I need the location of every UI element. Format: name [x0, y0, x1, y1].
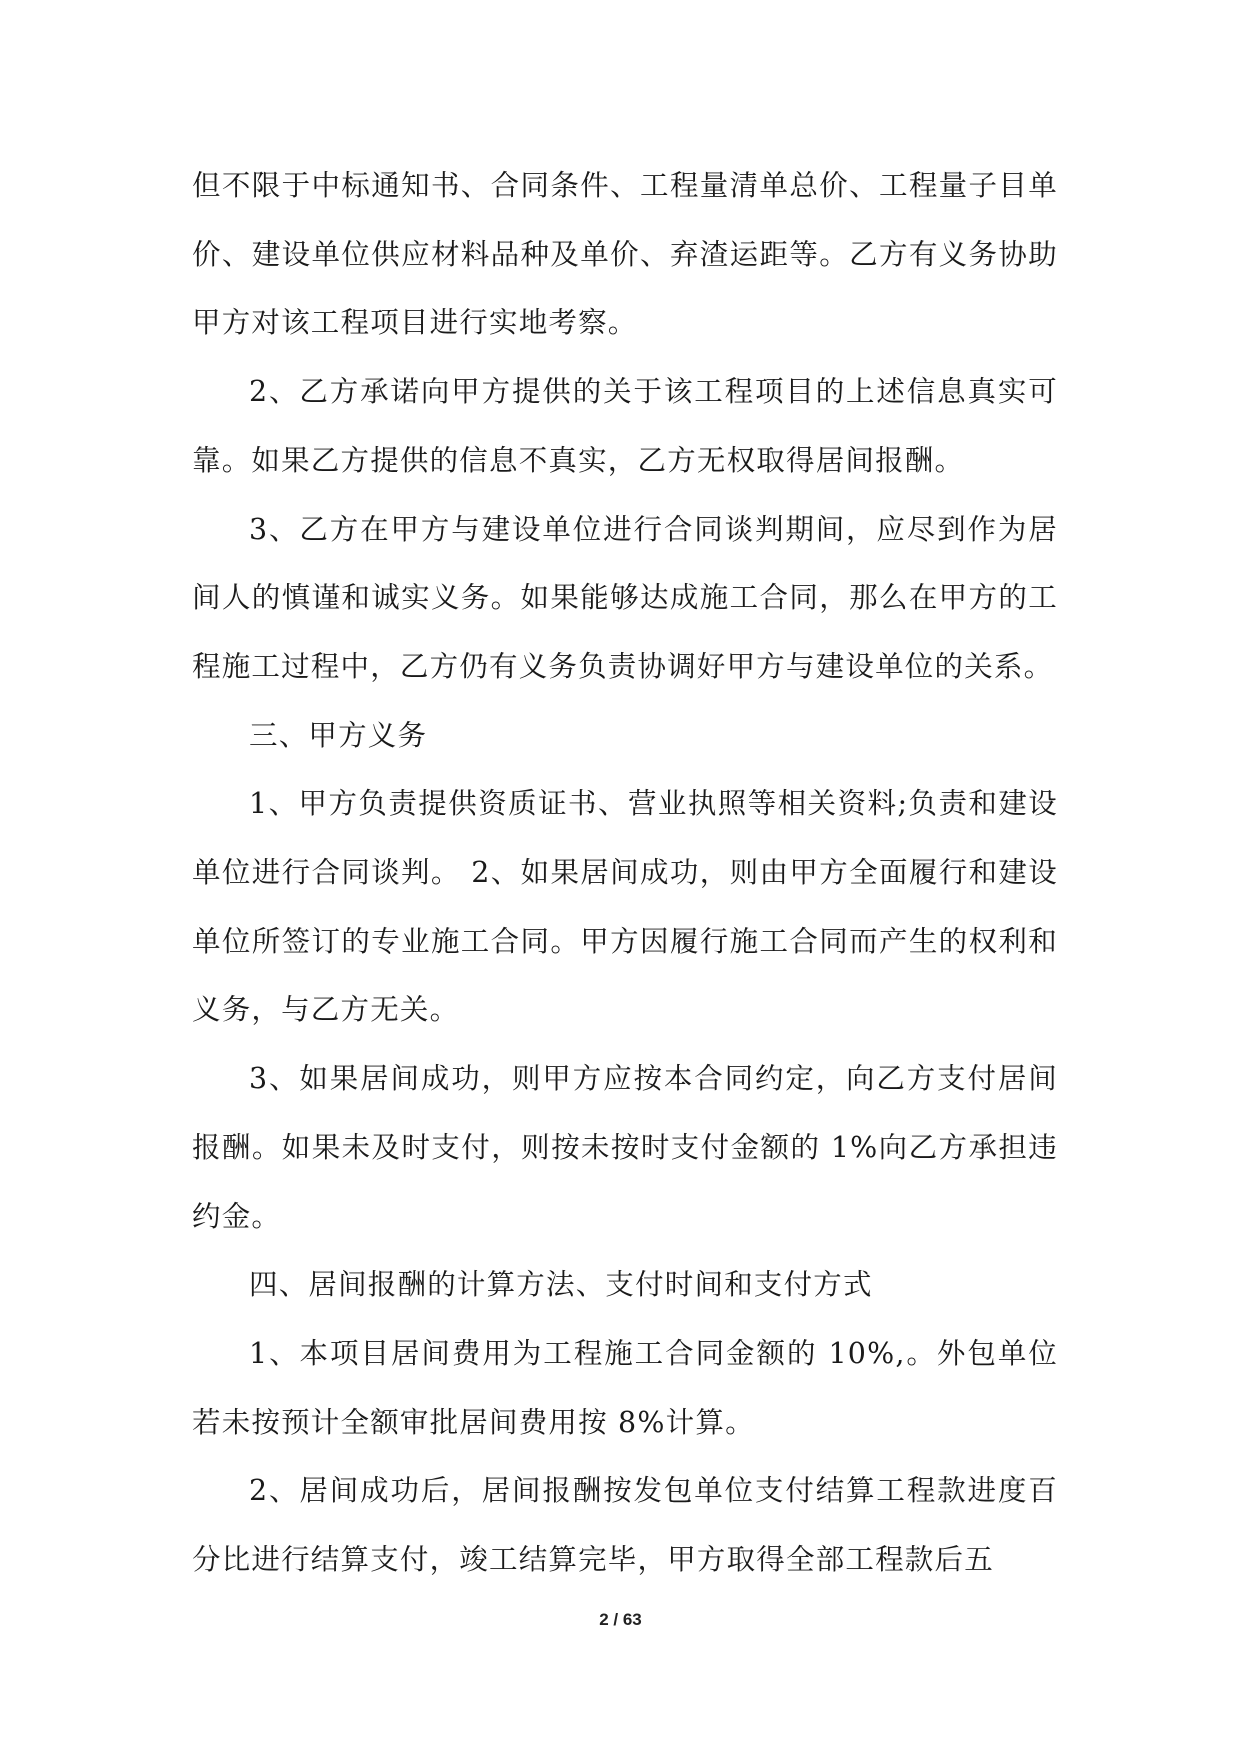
paragraph-party-a-clause-3: 3、如果居间成功，则甲方应按本合同约定，向乙方支付居间报酬。如果未及时支付，则按未按时支付金额的 1%向乙方承担违约金。 — [192, 1062, 1058, 1233]
section-heading-commission-calculation: 四、居间报酬的计算方法、支付时间和支付方式 — [249, 1268, 873, 1302]
paragraph-commission-clause-1: 1、本项目居间费用为工程施工合同金额的 10%,。外包单位若未按预计全额审批居间费用按 8%计算。 — [192, 1336, 1058, 1439]
paragraph-commission-clause-2: 2、居间成功后，居间报酬按发包单位支付结算工程款进度百分比进行结算支付，竣工结算完毕，甲方取得全部工程款后五 — [192, 1474, 1058, 1577]
section-heading-party-a-obligations: 三、甲方义务 — [249, 718, 428, 752]
page-number: 2 / 63 — [599, 1610, 642, 1629]
document-body — [192, 152, 1058, 1595]
paragraph-continuation: 但不限于中标通知书、合同条件、工程量清单总价、工程量子目单价、建设单位供应材料品种及单价、弃渣运距等。乙方有义务协助甲方对该工程项目进行实地考察。 — [192, 169, 1058, 340]
paragraph-clause-2-info-accuracy: 2、乙方承诺向甲方提供的关于该工程项目的上述信息真实可靠。如果乙方提供的信息不真实，乙方无权取得居间报酬。 — [192, 375, 1058, 477]
paragraph-clause-3-negotiation-duty: 3、乙方在甲方与建设单位进行合同谈判期间，应尽到作为居间人的慎谨和诚实义务。如果能够达成施工合同，那么在甲方的工程施工过程中，乙方仍有义务负责协调好甲方与建设单位的关系。 — [192, 512, 1058, 683]
paragraph-party-a-clause-1-2: 1、甲方负责提供资质证书、营业执照等相关资料;负责和建设单位进行合同谈判。 2、如果居间成功，则由甲方全面履行和建设单位所签订的专业施工合同。甲方因履行施工合同而产生的权利和义务，与乙方无关。 — [192, 787, 1058, 1027]
